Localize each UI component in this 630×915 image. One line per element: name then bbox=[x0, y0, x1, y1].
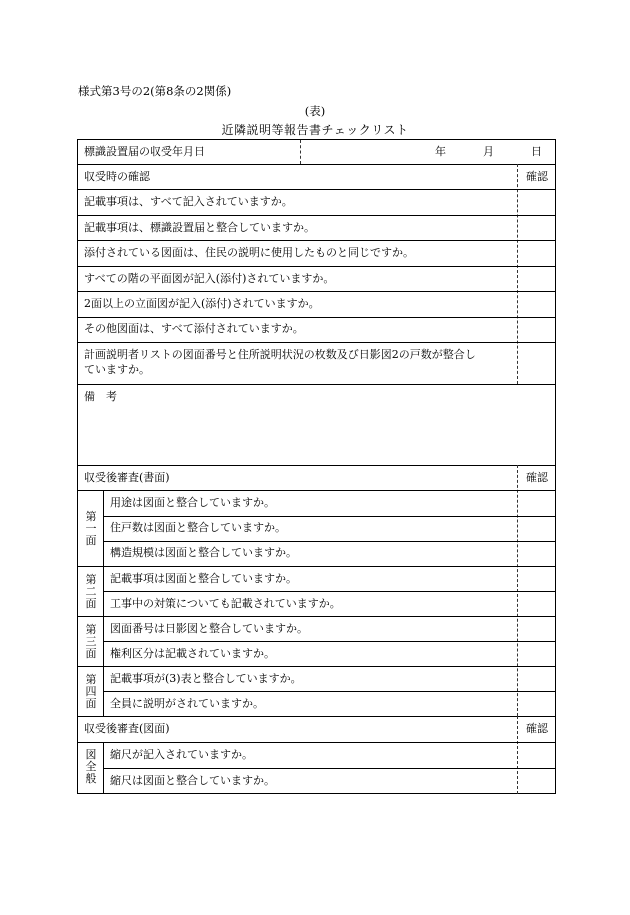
reception-item-line1: 計画説明者リストの図面番号と住所説明状況の枚数及び日影図2の戸数が整合し bbox=[84, 348, 476, 361]
group-label-drawings: 図 全 般 bbox=[85, 748, 97, 785]
date-divider bbox=[300, 140, 301, 164]
date-month[interactable]: 月 bbox=[483, 145, 494, 158]
review-item: 記載事項が(3)表と整合していますか。 bbox=[110, 672, 302, 685]
review-item: 図面番号は日影図と整合していますか。 bbox=[110, 622, 308, 635]
review-item: 全員に説明がされていますか。 bbox=[110, 697, 264, 710]
remarks-label: 備 考 bbox=[84, 390, 117, 403]
group-label-page4: 第 四 面 bbox=[85, 673, 97, 710]
review-docs-heading: 収受後審査(書面) bbox=[84, 471, 170, 484]
reception-check-column bbox=[517, 164, 518, 384]
review-item: 構造規模は図面と整合していますか。 bbox=[110, 546, 297, 559]
review-drawings-heading: 収受後審査(図面) bbox=[84, 722, 170, 735]
group-label-page3: 第 三 面 bbox=[85, 623, 97, 660]
checklist-table bbox=[77, 139, 556, 794]
reception-item: 2面以上の立面図が記入(添付)されていますか。 bbox=[84, 297, 320, 310]
reception-check-header: 確認 bbox=[526, 170, 548, 183]
review-item: 記載事項は図面と整合していますか。 bbox=[110, 572, 297, 585]
review-item: 住戸数は図面と整合していますか。 bbox=[110, 521, 286, 534]
review-docs-check-header: 確認 bbox=[526, 471, 548, 484]
table-label: (表) bbox=[304, 104, 326, 118]
reception-item-line2: ていますか。 bbox=[84, 363, 150, 376]
date-day[interactable]: 日 bbox=[531, 145, 542, 158]
review-item: 縮尺が記入されていますか。 bbox=[110, 748, 253, 761]
reception-item: その他図面は、すべて添付されていますか。 bbox=[84, 322, 304, 335]
form-number: 様式第3号の2(第8条の2関係) bbox=[78, 84, 232, 98]
review-drawings-check-header: 確認 bbox=[526, 722, 548, 735]
reception-item: 記載事項は、標識設置届と整合していますか。 bbox=[84, 221, 315, 234]
remarks-area[interactable] bbox=[78, 402, 555, 462]
document-title: 近隣説明等報告書チェックリスト bbox=[221, 123, 409, 137]
review-item: 工事中の対策についても記載されていますか。 bbox=[110, 597, 341, 610]
reception-item: すべての階の平面図が記入(添付)されていますか。 bbox=[84, 272, 335, 285]
reception-item: 添付されている図面は、住民の説明に使用したものと同じですか。 bbox=[84, 246, 414, 259]
review-item: 用途は図面と整合していますか。 bbox=[110, 496, 275, 509]
group-label-page2: 第 二 面 bbox=[85, 573, 97, 610]
reception-heading: 収受時の確認 bbox=[84, 170, 150, 183]
review-drawings-check-column bbox=[517, 716, 518, 794]
review-item: 権利区分は記載されていますか。 bbox=[110, 647, 275, 660]
reception-item: 記載事項は、すべて記入されていますか。 bbox=[84, 195, 293, 208]
group-label-page1: 第 一 面 bbox=[85, 510, 97, 547]
receipt-date-label: 標識設置届の収受年月日 bbox=[84, 145, 205, 158]
review-item: 縮尺は図面と整合していますか。 bbox=[110, 774, 275, 787]
date-year[interactable]: 年 bbox=[435, 145, 446, 158]
